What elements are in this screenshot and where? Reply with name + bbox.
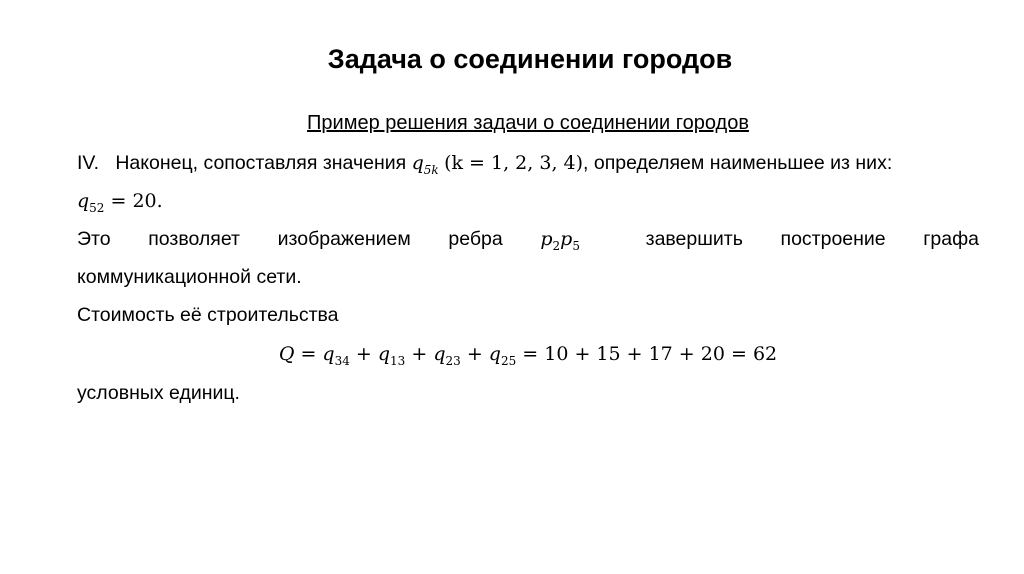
formula-lhs: Q	[278, 343, 295, 365]
sentence-word: изображением	[277, 228, 411, 250]
sentence-word: завершить	[645, 228, 743, 250]
sentence-continuation: коммуникационной сети.	[77, 266, 302, 288]
formula-numbers: 10 + 15 + 17 + 20	[544, 343, 725, 365]
sentence-word: ребра	[448, 228, 503, 250]
cost-label: Стоимость её строительства	[77, 304, 339, 326]
min-value-line	[77, 190, 163, 213]
formula-term: $q_{25}$	[488, 343, 517, 368]
sentence-word: Это	[77, 228, 111, 250]
formula-term: $q_{34}$	[322, 343, 350, 368]
formula-result: 62	[752, 343, 778, 365]
formula-term: $q_{23}$	[433, 343, 461, 368]
sentence-word: позволяет	[148, 228, 240, 250]
k-condition: (k = 1, 2, 3, 4)	[444, 152, 584, 174]
formula-term: $q_{13}$	[377, 343, 406, 368]
unit-text: условных единиц.	[77, 382, 240, 404]
sentence-line	[77, 228, 979, 251]
sentence-word: графа	[923, 228, 979, 250]
step-four-line	[77, 152, 892, 175]
step-label: IV.	[77, 152, 100, 174]
min-value-rhs: = 20.	[104, 190, 163, 212]
step-text-before: Наконец, сопоставляя значения	[115, 152, 407, 174]
edge-p2p5: $p_2p_5$	[540, 228, 580, 253]
min-value-var: q	[77, 190, 90, 212]
slide-subtitle: Пример решения задачи о соединении городов	[307, 112, 749, 134]
q5k-term: $q_{5k}$	[411, 152, 439, 177]
min-value-sub: 52	[89, 201, 105, 215]
sentence-word: построение	[780, 228, 886, 250]
slide-title: Задача о соединении городов	[327, 44, 733, 74]
cost-formula: $Q = q_{34} + q_{13} + q_{23} + q_{25} = 10 + 15 + 17 + 20 = 62$	[278, 343, 778, 368]
step-text-after: , определяем наименьшее из них:	[583, 152, 893, 174]
